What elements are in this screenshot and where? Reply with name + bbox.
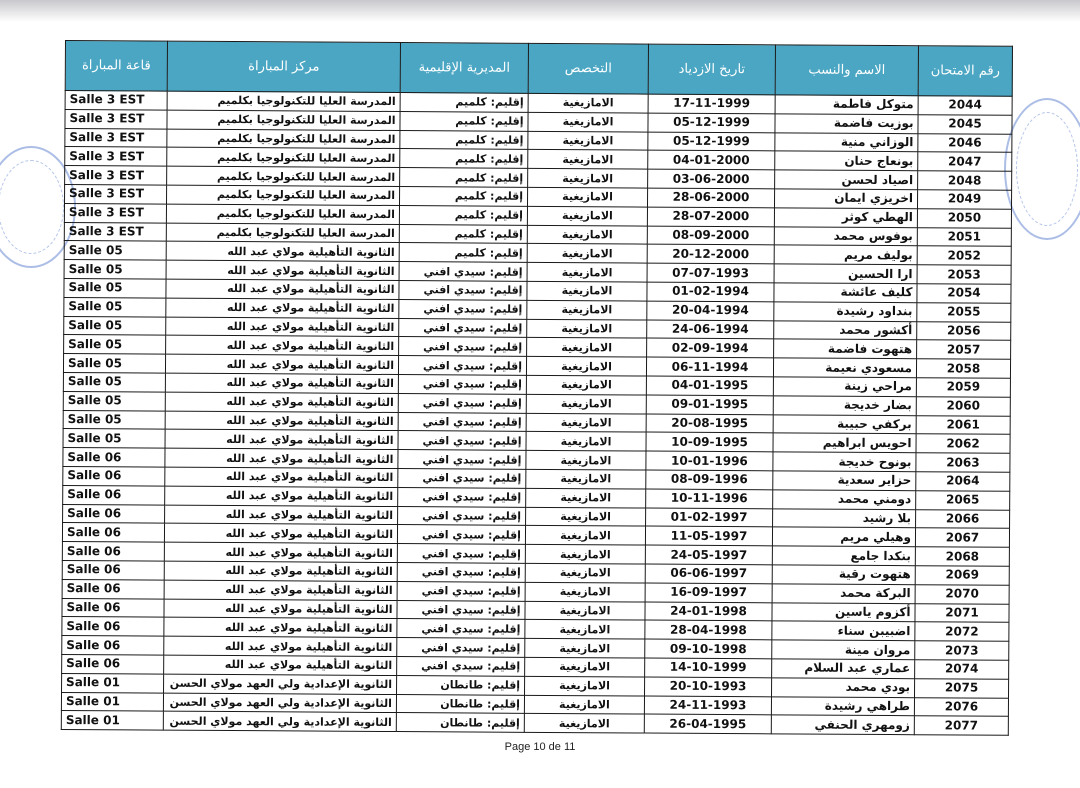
cell-exam-number: 2067 (915, 528, 1009, 547)
cell-birth-date: 08-09-1996 (646, 470, 773, 490)
cell-birth-date: 20-10-1993 (645, 677, 772, 697)
cell-room: Salle 06 (63, 466, 165, 485)
cell-exam-number: 2052 (917, 246, 1011, 265)
cell-birth-date: 03-06-2000 (648, 169, 775, 189)
cell-full-name: مراحي زينة (773, 377, 916, 397)
cell-center: الثانوية التأهيلية مولاي عبد الله (164, 655, 397, 675)
cell-center: الثانوية التأهيلية مولاي عبد الله (164, 580, 397, 600)
cell-birth-date: 04-01-2000 (648, 150, 775, 170)
cell-center: المدرسة العليا للتكنولوجيا بكلميم (167, 166, 400, 186)
cell-birth-date: 24-11-1993 (644, 696, 771, 716)
cell-exam-number: 2060 (916, 396, 1010, 415)
cell-exam-number: 2076 (914, 697, 1008, 716)
cell-full-name: بضار خديجة (773, 396, 916, 416)
cell-birth-date: 10-11-1996 (646, 489, 773, 509)
cell-directorate: إقليم: سيدي افني (398, 506, 526, 526)
cell-birth-date: 24-05-1997 (645, 545, 772, 565)
cell-room: Salle 06 (62, 654, 164, 673)
cell-birth-date: 28-07-2000 (647, 207, 774, 227)
cell-full-name: حزاير سعدية (773, 471, 916, 491)
cell-room: Salle 01 (62, 673, 164, 692)
cell-specialty: الامازيغية (527, 262, 647, 282)
cell-full-name: البركة محمد (772, 584, 915, 604)
cell-directorate: إقليم: كلميم (400, 130, 528, 150)
cell-center: الثانوية التأهيلية مولاي عبد الله (165, 505, 398, 525)
cell-full-name: بلا رشيد (773, 508, 916, 528)
cell-specialty: الامازيغية (526, 413, 646, 433)
cell-directorate: إقليم: كلميم (399, 187, 527, 207)
header-exam-number: رقم الامتحان (918, 46, 1012, 97)
cell-center: الثانوية التأهيلية مولاي عبد الله (165, 429, 398, 449)
cell-directorate: إقليم: طانطان (396, 713, 524, 733)
header-birth-date: تاريخ الازدياد (648, 44, 775, 95)
cell-center: الثانوية التأهيلية مولاي عبد الله (166, 241, 399, 261)
cell-center: الثانوية التأهيلية مولاي عبد الله (165, 354, 398, 374)
cell-center: الثانوية التأهيلية مولاي عبد الله (165, 373, 398, 393)
cell-specialty: الامازيغية (526, 469, 646, 489)
cell-room: Salle 05 (64, 241, 166, 260)
cell-birth-date: 05-12-1999 (648, 132, 775, 152)
cell-birth-date: 14-10-1999 (645, 658, 772, 678)
cell-directorate: إقليم: سيدي افني (397, 562, 525, 582)
cell-specialty: الامازيغية (526, 394, 646, 414)
cell-specialty: الامازيغية (525, 582, 645, 602)
cell-specialty: الامازيغية (528, 150, 648, 170)
cell-directorate: إقليم: سيدي افني (399, 281, 527, 301)
cell-birth-date: 24-06-1994 (647, 320, 774, 340)
cell-directorate: إقليم: سيدي افني (398, 374, 526, 394)
cell-directorate: إقليم: سيدي افني (397, 544, 525, 564)
cell-specialty: الامازيغية (527, 244, 647, 264)
cell-specialty: الامازيغية (524, 714, 644, 734)
cell-directorate: إقليم: سيدي افني (398, 393, 526, 413)
cell-birth-date: 09-01-1995 (646, 395, 773, 415)
cell-room: Salle 3 EST (64, 203, 166, 222)
cell-directorate: إقليم: طانطان (396, 694, 524, 714)
cell-full-name: هتهوت فاضمة (774, 339, 917, 359)
cell-center: الثانوية التأهيلية مولاي عبد الله (164, 599, 397, 619)
cell-directorate: إقليم: سيدي افني (398, 431, 526, 451)
cell-room: Salle 06 (63, 485, 165, 504)
cell-full-name: عماري عبد السلام (772, 659, 915, 679)
cell-birth-date: 24-01-1998 (645, 602, 772, 622)
cell-full-name: مروان مينة (772, 640, 915, 660)
cell-exam-number: 2054 (917, 284, 1011, 303)
cell-directorate: إقليم: طانطان (397, 675, 525, 695)
cell-birth-date: 20-12-2000 (647, 244, 774, 264)
cell-specialty: الامازيغية (527, 225, 647, 245)
header-room: قاعة المباراة (65, 41, 167, 92)
cell-birth-date: 17-11-1999 (648, 94, 775, 114)
cell-birth-date: 20-08-1995 (646, 414, 773, 434)
cell-exam-number: 2068 (915, 547, 1009, 566)
cell-full-name: بنداود رشيدة (774, 302, 917, 322)
cell-room: Salle 06 (62, 560, 164, 579)
cell-directorate: إقليم: سيدي افني (399, 318, 527, 338)
cell-center: المدرسة العليا للتكنولوجيا بكلميم (167, 129, 400, 149)
cell-room: Salle 3 EST (64, 222, 166, 241)
cell-directorate: إقليم: سيدي افني (398, 487, 526, 507)
cell-center: الثانوية التأهيلية مولاي عبد الله (165, 392, 398, 412)
cell-directorate: إقليم: كلميم (399, 205, 527, 225)
cell-exam-number: 2071 (915, 603, 1009, 622)
top-shadow (0, 0, 1080, 22)
cell-full-name: وهيلي مريم (772, 527, 915, 547)
cell-room: Salle 05 (63, 429, 165, 448)
cell-birth-date: 01-02-1997 (646, 508, 773, 528)
cell-room: Salle 3 EST (65, 147, 167, 166)
cell-room: Salle 06 (63, 448, 165, 467)
cell-exam-number: 2069 (915, 566, 1009, 585)
cell-directorate: إقليم: سيدي افني (397, 638, 525, 658)
cell-room: Salle 05 (64, 335, 166, 354)
cell-exam-number: 2050 (917, 208, 1011, 227)
header-specialty: التخصص (528, 43, 648, 94)
cell-room: Salle 05 (63, 354, 165, 373)
cell-full-name: بوفوس محمد (774, 226, 917, 246)
official-seal-icon (1004, 98, 1080, 240)
cell-center: الثانوية التأهيلية مولاي عبد الله (164, 542, 397, 562)
cell-full-name: اضبيبن سناء (772, 621, 915, 641)
candidates-table (61, 40, 1013, 736)
cell-room: Salle 05 (63, 391, 165, 410)
cell-center: الثانوية التأهيلية مولاي عبد الله (166, 260, 399, 280)
cell-center: الثانوية التأهيلية مولاي عبد الله (165, 411, 398, 431)
cell-birth-date: 26-04-1995 (644, 714, 771, 734)
cell-birth-date: 06-11-1994 (646, 357, 773, 377)
cell-birth-date: 07-07-1993 (647, 263, 774, 283)
cell-full-name: بونعاج حنان (775, 151, 918, 171)
cell-center: المدرسة العليا للتكنولوجيا بكلميم (166, 223, 399, 243)
cell-birth-date: 09-10-1998 (645, 639, 772, 659)
cell-exam-number: 2075 (915, 678, 1009, 697)
cell-directorate: إقليم: كلميم (400, 168, 528, 188)
cell-room: Salle 06 (63, 504, 165, 523)
cell-birth-date: 16-09-1997 (645, 583, 772, 603)
cell-birth-date: 28-06-2000 (647, 188, 774, 208)
cell-directorate: إقليم: سيدي افني (398, 450, 526, 470)
cell-exam-number: 2051 (917, 227, 1011, 246)
cell-specialty: الامازيغية (528, 169, 648, 189)
cell-full-name: زومهري الحنفي (771, 715, 914, 735)
cell-specialty: الامازيغية (525, 620, 645, 640)
cell-specialty: الامازيغية (525, 601, 645, 621)
cell-exam-number: 2077 (914, 716, 1008, 735)
cell-exam-number: 2072 (915, 622, 1009, 641)
page-number: Page 10 de 11 (504, 741, 576, 753)
cell-exam-number: 2074 (915, 660, 1009, 679)
cell-room: Salle 3 EST (65, 184, 167, 203)
cell-center: المدرسة العليا للتكنولوجيا بكلميم (166, 204, 399, 224)
cell-room: Salle 06 (62, 598, 164, 617)
cell-exam-number: 2053 (917, 265, 1011, 284)
header-center: مركز المباراة (167, 41, 400, 92)
cell-center: الثانوية التأهيلية مولاي عبد الله (166, 335, 399, 355)
cell-specialty: الامازيغية (525, 638, 645, 658)
cell-full-name: بوزيت فاضمة (775, 114, 918, 134)
cell-birth-date: 02-09-1994 (647, 338, 774, 358)
cell-room: Salle 06 (62, 542, 164, 561)
cell-specialty: الامازيغية (528, 93, 648, 113)
cell-room: Salle 05 (64, 316, 166, 335)
cell-directorate: إقليم: كلميم (400, 149, 528, 169)
cell-specialty: الامازيغية (527, 281, 647, 301)
cell-room: Salle 05 (64, 278, 166, 297)
cell-directorate: إقليم: كلميم (399, 224, 527, 244)
cell-directorate: إقليم: سيدي افني (397, 619, 525, 639)
cell-specialty: الامازيغية (526, 488, 646, 508)
cell-room: Salle 05 (64, 260, 166, 279)
cell-room: Salle 01 (61, 711, 163, 730)
cell-specialty: الامازيغية (527, 319, 647, 339)
cell-exam-number: 2055 (917, 302, 1011, 321)
cell-directorate: إقليم: كلميم (399, 243, 527, 263)
cell-exam-number: 2062 (916, 434, 1010, 453)
cell-exam-number: 2046 (918, 133, 1012, 152)
cell-center: المدرسة العليا للتكنولوجيا بكلميم (167, 148, 400, 168)
cell-birth-date: 10-01-1996 (646, 451, 773, 471)
cell-exam-number: 2066 (916, 509, 1010, 528)
cell-room: Salle 3 EST (65, 91, 167, 110)
cell-directorate: إقليم: سيدي افني (397, 656, 525, 676)
cell-specialty: الامازيغية (526, 450, 646, 470)
cell-exam-number: 2056 (917, 321, 1011, 340)
cell-specialty: الامازيغية (527, 206, 647, 226)
cell-directorate: إقليم: سيدي افني (399, 337, 527, 357)
cell-full-name: ارا الحسين (774, 264, 917, 284)
cell-exam-number: 2070 (915, 584, 1009, 603)
cell-exam-number: 2064 (916, 472, 1010, 491)
cell-specialty: الامازيغية (527, 300, 647, 320)
cell-full-name: مسعودي نعيمة (773, 358, 916, 378)
cell-exam-number: 2049 (917, 190, 1011, 209)
cell-exam-number: 2073 (915, 641, 1009, 660)
cell-specialty: الامازيغية (526, 507, 646, 527)
cell-full-name: متوكل فاطمة (775, 95, 918, 115)
cell-exam-number: 2061 (916, 415, 1010, 434)
cell-full-name: بنكدا جامع (772, 546, 915, 566)
cell-birth-date: 20-04-1994 (647, 301, 774, 321)
cell-full-name: طراهي رشيدة (771, 696, 914, 716)
cell-center: الثانوية الإعدادية ولي العهد مولاي الحسن (163, 711, 396, 731)
cell-room: Salle 06 (62, 636, 164, 655)
cell-specialty: الامازيغية (527, 338, 647, 358)
cell-birth-date: 06-06-1997 (645, 564, 772, 584)
cell-full-name: الوزاني منية (775, 132, 918, 152)
cell-room: Salle 01 (61, 692, 163, 711)
cell-room: Salle 06 (62, 579, 164, 598)
cell-room: Salle 05 (63, 410, 165, 429)
cell-specialty: الامازيغية (526, 432, 646, 452)
cell-room: Salle 3 EST (65, 128, 167, 147)
cell-center: الثانوية الإعدادية ولي العهد مولاي الحسن (163, 693, 396, 713)
cell-birth-date: 01-02-1994 (647, 282, 774, 302)
cell-directorate: إقليم: سيدي افني (398, 356, 526, 376)
cell-full-name: هتهوت رقية (772, 565, 915, 585)
cell-center: الثانوية التأهيلية مولاي عبد الله (164, 561, 397, 581)
cell-directorate: إقليم: كلميم (400, 111, 528, 131)
cell-exam-number: 2063 (916, 453, 1010, 472)
cell-directorate: إقليم: سيدي افني (399, 299, 527, 319)
cell-center: المدرسة العليا للتكنولوجيا بكلميم (167, 185, 400, 205)
cell-directorate: إقليم: سيدي افني (397, 525, 525, 545)
cell-full-name: اصياد لحسن (775, 170, 918, 190)
cell-birth-date: 11-05-1997 (645, 526, 772, 546)
cell-center: الثانوية التأهيلية مولاي عبد الله (166, 279, 399, 299)
cell-center: الثانوية التأهيلية مولاي عبد الله (165, 448, 398, 468)
cell-room: Salle 05 (63, 372, 165, 391)
cell-birth-date: 10-09-1995 (646, 432, 773, 452)
cell-directorate: إقليم: سيدي افني (398, 412, 526, 432)
cell-specialty: الامازيغية (525, 563, 645, 583)
cell-exam-number: 2045 (918, 115, 1012, 134)
cell-exam-number: 2044 (918, 96, 1012, 115)
cell-center: الثانوية التأهيلية مولاي عبد الله (166, 317, 399, 337)
cell-full-name: دومني محمد (773, 490, 916, 510)
cell-full-name: بركفي حبيبة (773, 414, 916, 434)
cell-specialty: الامازيغية (525, 657, 645, 677)
cell-room: Salle 05 (64, 297, 166, 316)
cell-full-name: بونوح خديجة (773, 452, 916, 472)
cell-directorate: إقليم: سيدي افني (397, 600, 525, 620)
cell-specialty: الامازيغية (525, 526, 645, 546)
cell-specialty: الامازيغية (524, 695, 644, 715)
cell-directorate: إقليم: كلميم (400, 93, 528, 113)
cell-exam-number: 2059 (916, 378, 1010, 397)
cell-center: الثانوية التأهيلية مولاي عبد الله (166, 298, 399, 318)
header-directorate: المديرية الإقليمية (400, 43, 528, 94)
cell-room: Salle 06 (62, 523, 164, 542)
cell-specialty: الامازيغية (526, 356, 646, 376)
cell-exam-number: 2065 (916, 490, 1010, 509)
cell-exam-number: 2058 (916, 359, 1010, 378)
cell-center: الثانوية التأهيلية مولاي عبد الله (165, 467, 398, 487)
cell-full-name: أكزوم ياسين (772, 602, 915, 622)
cell-full-name: الهطي كوثر (774, 208, 917, 228)
cell-full-name: بودي محمد (772, 678, 915, 698)
cell-directorate: إقليم: سيدي افني (397, 581, 525, 601)
cell-exam-number: 2047 (918, 152, 1012, 171)
cell-center: المدرسة العليا للتكنولوجيا بكلميم (167, 110, 400, 130)
cell-directorate: إقليم: سيدي افني (398, 468, 526, 488)
cell-birth-date: 05-12-1999 (648, 113, 775, 133)
cell-specialty: الامازيغية (526, 375, 646, 395)
table-header-row (65, 41, 1012, 97)
cell-room: Salle 06 (62, 617, 164, 636)
cell-center: الثانوية التأهيلية مولاي عبد الله (165, 486, 398, 506)
cell-room: Salle 3 EST (65, 109, 167, 128)
cell-specialty: الامازيغية (527, 187, 647, 207)
cell-full-name: احويس ابراهيم (773, 433, 916, 453)
cell-birth-date: 28-04-1998 (645, 620, 772, 640)
cell-birth-date: 04-01-1995 (646, 376, 773, 396)
cell-birth-date: 08-09-2000 (647, 226, 774, 246)
cell-specialty: الامازيغية (528, 131, 648, 151)
cell-center: الثانوية التأهيلية مولاي عبد الله (164, 636, 397, 656)
cell-center: الثانوية الإعدادية ولي العهد مولاي الحسن (164, 674, 397, 694)
cell-specialty: الامازيغية (525, 676, 645, 696)
cell-full-name: أكشور محمد (774, 320, 917, 340)
cell-exam-number: 2057 (917, 340, 1011, 359)
cell-full-name: كليف عائشة (774, 283, 917, 303)
cell-center: المدرسة العليا للتكنولوجيا بكلميم (167, 91, 400, 111)
cell-room: Salle 3 EST (65, 166, 167, 185)
header-full-name: الاسم والنسب (775, 45, 918, 96)
cell-exam-number: 2048 (918, 171, 1012, 190)
cell-full-name: بوليف مريم (774, 245, 917, 265)
cell-specialty: الامازيغية (525, 544, 645, 564)
cell-center: الثانوية التأهيلية مولاي عبد الله (164, 617, 397, 637)
table-body (61, 91, 1012, 736)
cell-full-name: اخريزي ايمان (774, 189, 917, 209)
cell-specialty: الامازيغية (528, 112, 648, 132)
cell-directorate: إقليم: سيدي افني (399, 262, 527, 282)
cell-center: الثانوية التأهيلية مولاي عبد الله (164, 523, 397, 543)
